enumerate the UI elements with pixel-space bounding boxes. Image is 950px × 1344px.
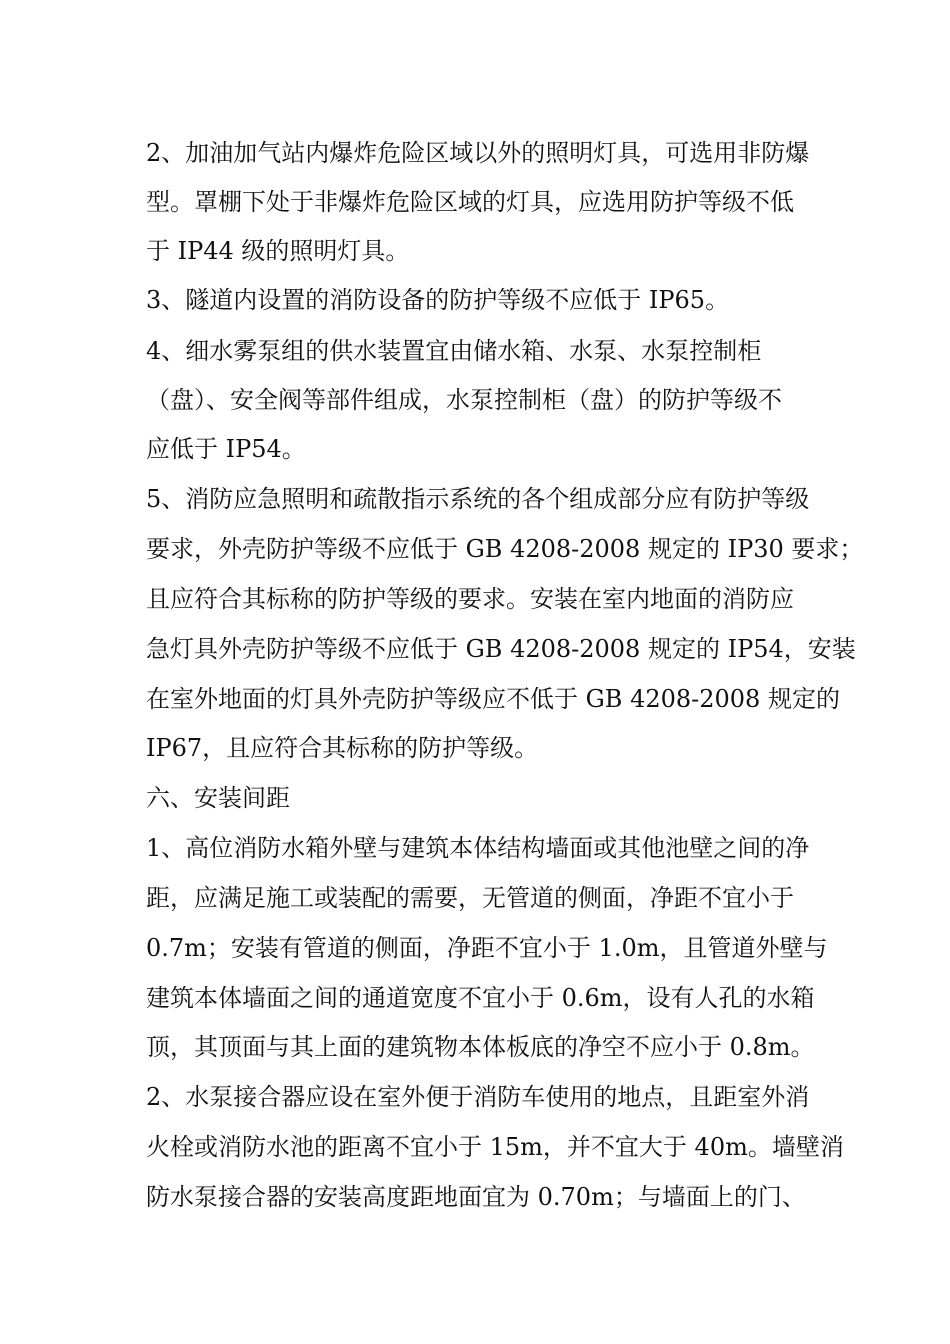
text-line: 火栓或消防水池的距离不宜小于 15m，并不宜大于 40m。墙壁消 [146,1133,844,1161]
text-line: 顶，其顶面与其上面的建筑物本体板底的净空不应小于 0.8m。 [146,1033,815,1061]
text-line: 0.7m；安装有管道的侧面，净距不宜小于 1.0m，且管道外壁与 [146,934,828,962]
section-heading: 六、安装间距 [146,784,290,812]
text-line: 3、隧道内设置的消防设备的防护等级不应低于 IP65。 [146,286,730,314]
text-line: （盘）、安全阀等部件组成，水泵控制柜（盘）的防护等级不 [146,386,782,414]
text-line: 要求，外壳防护等级不应低于 GB 4208-2008 规定的 IP30 要求； [146,535,864,563]
text-line: 2、水泵接合器应设在室外便于消防车使用的地点，且距室外消 [146,1083,810,1111]
text-line: 在室外地面的灯具外壳防护等级应不低于 GB 4208-2008 规定的 [146,685,840,713]
text-line: 型。罩棚下处于非爆炸危险区域的灯具，应选用防护等级不低 [146,188,794,216]
text-line: 1、高位消防水箱外壁与建筑本体结构墙面或其他池壁之间的净 [146,834,810,862]
text-line: 且应符合其标称的防护等级的要求。安装在室内地面的消防应 [146,585,794,613]
text-line: 建筑本体墙面之间的通道宽度不宜小于 0.6m，设有人孔的水箱 [146,984,815,1012]
text-line: 防水泵接合器的安装高度距地面宜为 0.70m；与墙面上的门、 [146,1183,806,1211]
text-line: 应低于 IP54。 [146,435,306,463]
text-line: 急灯具外壳防护等级不应低于 GB 4208-2008 规定的 IP54，安装 [146,635,856,663]
text-line: 距，应满足施工或装配的需要，无管道的侧面，净距不宜小于 [146,884,794,912]
text-line: 4、细水雾泵组的供水装置宜由储水箱、水泵、水泵控制柜 [146,337,762,365]
text-line: 于 IP44 级的照明灯具。 [146,237,410,265]
text-line: IP67，且应符合其标称的防护等级。 [146,734,539,762]
text-line: 5、消防应急照明和疏散指示系统的各个组成部分应有防护等级 [146,485,810,513]
text-line: 2、加油加气站内爆炸危险区域以外的照明灯具，可选用非防爆 [146,139,810,167]
